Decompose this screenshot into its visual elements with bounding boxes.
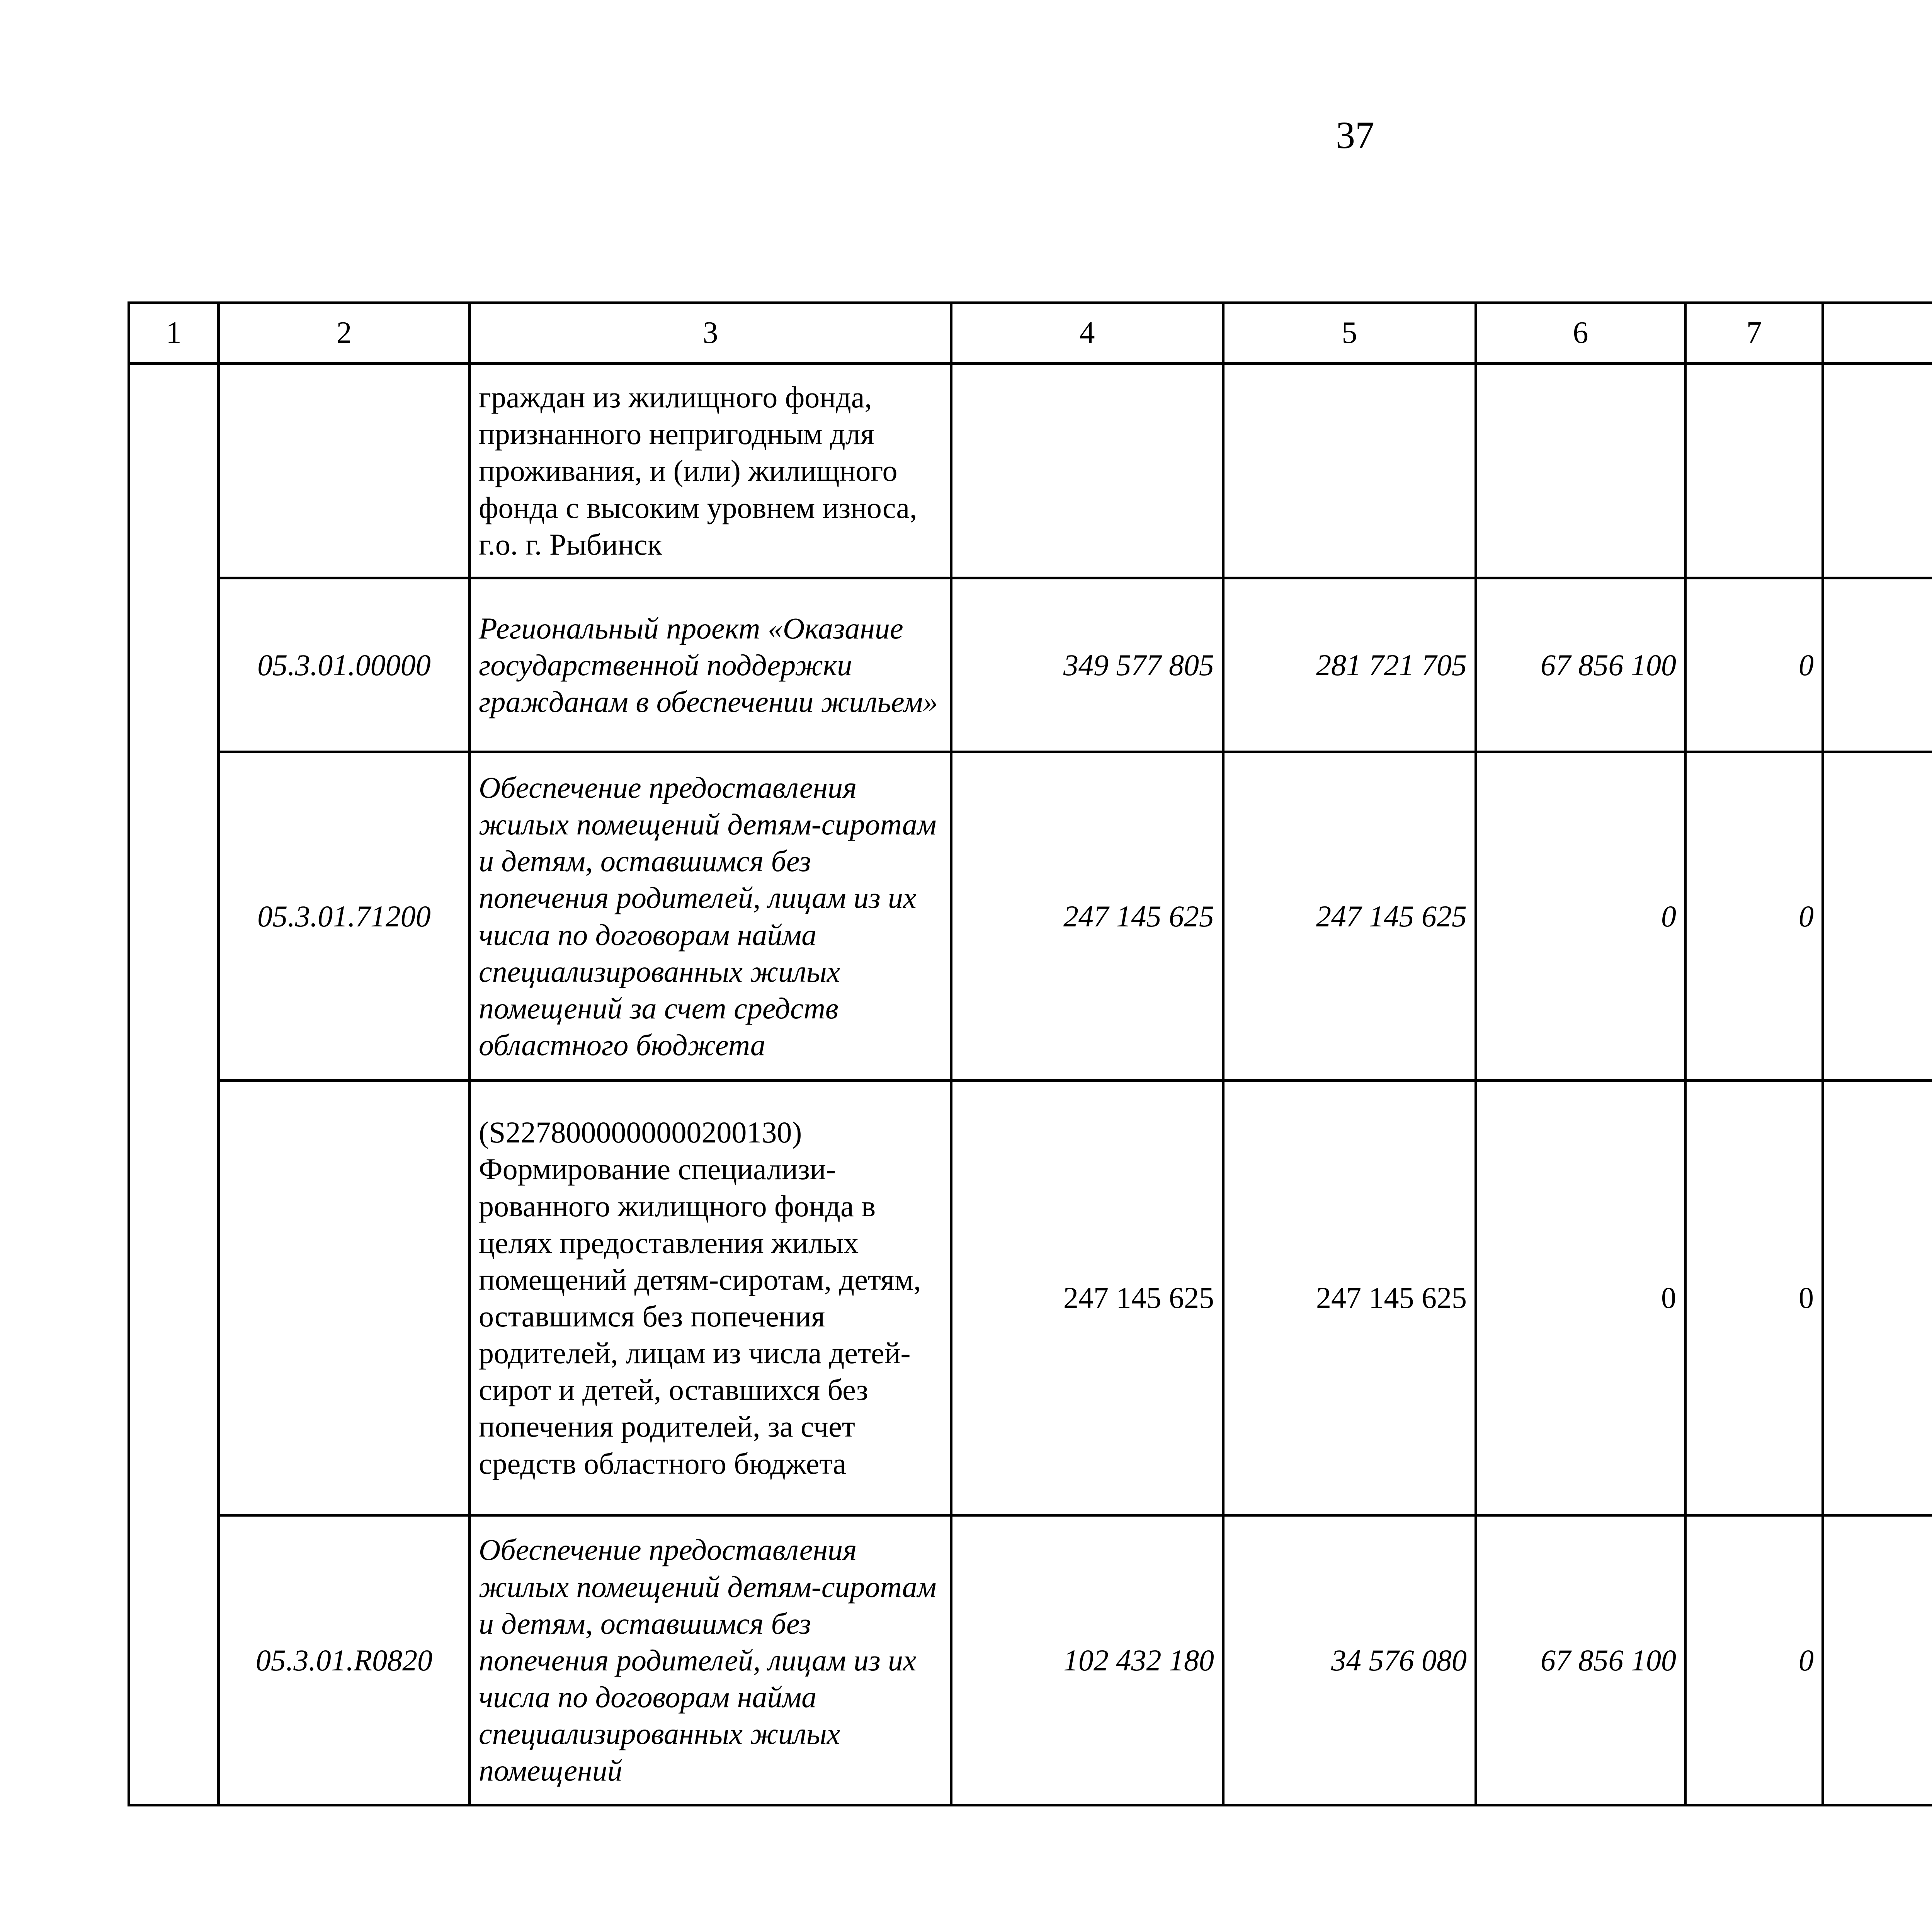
value-cell — [1685, 364, 1823, 578]
column-header: 1 — [129, 303, 219, 364]
value-cell: 67 856 100 — [1476, 578, 1685, 752]
value-cell: 34 576 080 — [1223, 1515, 1476, 1805]
code-cell: 05.3.01.R0820 — [219, 1515, 470, 1805]
column-header: 3 — [470, 303, 951, 364]
budget-table — [128, 301, 1932, 1806]
code-cell: 05.3.01.00000 — [219, 578, 470, 752]
value-cell — [1223, 364, 1476, 578]
value-cell — [1823, 578, 1932, 752]
column-header: 2 — [219, 303, 470, 364]
table-row — [129, 1515, 1932, 1805]
value-cell: 0 — [1685, 1081, 1823, 1515]
code-cell: 05.3.01.71200 — [219, 752, 470, 1081]
table-row — [129, 364, 1932, 578]
value-cell — [951, 364, 1223, 578]
value-cell: 67 856 100 — [1476, 1515, 1685, 1805]
column-header: 6 — [1476, 303, 1685, 364]
code-cell — [219, 1081, 470, 1515]
value-cell — [1823, 752, 1932, 1081]
value-cell: 0 — [1685, 1515, 1823, 1805]
page-number: 37 — [1336, 114, 1374, 157]
name-cell: Обеспечение предоставления жилых помещений детям-сиротам и детям, оставшимся без попечения родителей, лицам из их числа по договорам найма специализированных жилых помещений — [470, 1515, 951, 1805]
value-cell — [1476, 364, 1685, 578]
value-cell: 0 — [1685, 578, 1823, 752]
column-header: 5 — [1223, 303, 1476, 364]
code-cell — [219, 364, 470, 578]
first-column-cell — [129, 364, 219, 1805]
value-cell: 0 — [1685, 752, 1823, 1081]
value-cell — [1823, 1081, 1932, 1515]
value-cell: 102 432 180 — [951, 1515, 1223, 1805]
value-cell: 247 145 625 — [951, 752, 1223, 1081]
column-number-row — [129, 303, 1932, 364]
name-cell: граждан из жилищного фонда, признанного непригодным для проживания, и (или) жилищного фонда с высоким уровнем износа, г.о. г. Рыбинск — [470, 364, 951, 578]
name-cell: (S2278000000000200130) Формирование специализи-рованного жилищного фонда в целях предоставления жилых помещений детям-сиротам, детям, оставшимся без попечения родителей, лицам из числа детей-сирот и детей, оставшихся без попечения родителей, за счет средств областного бюджета — [470, 1081, 951, 1515]
value-cell: 0 — [1476, 752, 1685, 1081]
value-cell: 247 145 625 — [951, 1081, 1223, 1515]
column-header: 7 — [1685, 303, 1823, 364]
column-header — [1823, 303, 1932, 364]
column-header: 4 — [951, 303, 1223, 364]
value-cell: 0 — [1476, 1081, 1685, 1515]
name-cell: Обеспечение предоставления жилых помещений детям-сиротам и детям, оставшимся без попечения родителей, лицам из их числа по договорам найма специализированных жилых помещений за счет средств областного бюджета — [470, 752, 951, 1081]
value-cell: 281 721 705 — [1223, 578, 1476, 752]
table-row — [129, 1081, 1932, 1515]
table-row — [129, 578, 1932, 752]
value-cell: 247 145 625 — [1223, 1081, 1476, 1515]
name-cell: Региональный проект «Оказание государственной поддержки гражданам в обеспечении жильем» — [470, 578, 951, 752]
value-cell — [1823, 1515, 1932, 1805]
table-row — [129, 752, 1932, 1081]
value-cell: 349 577 805 — [951, 578, 1223, 752]
value-cell — [1823, 364, 1932, 578]
value-cell: 247 145 625 — [1223, 752, 1476, 1081]
